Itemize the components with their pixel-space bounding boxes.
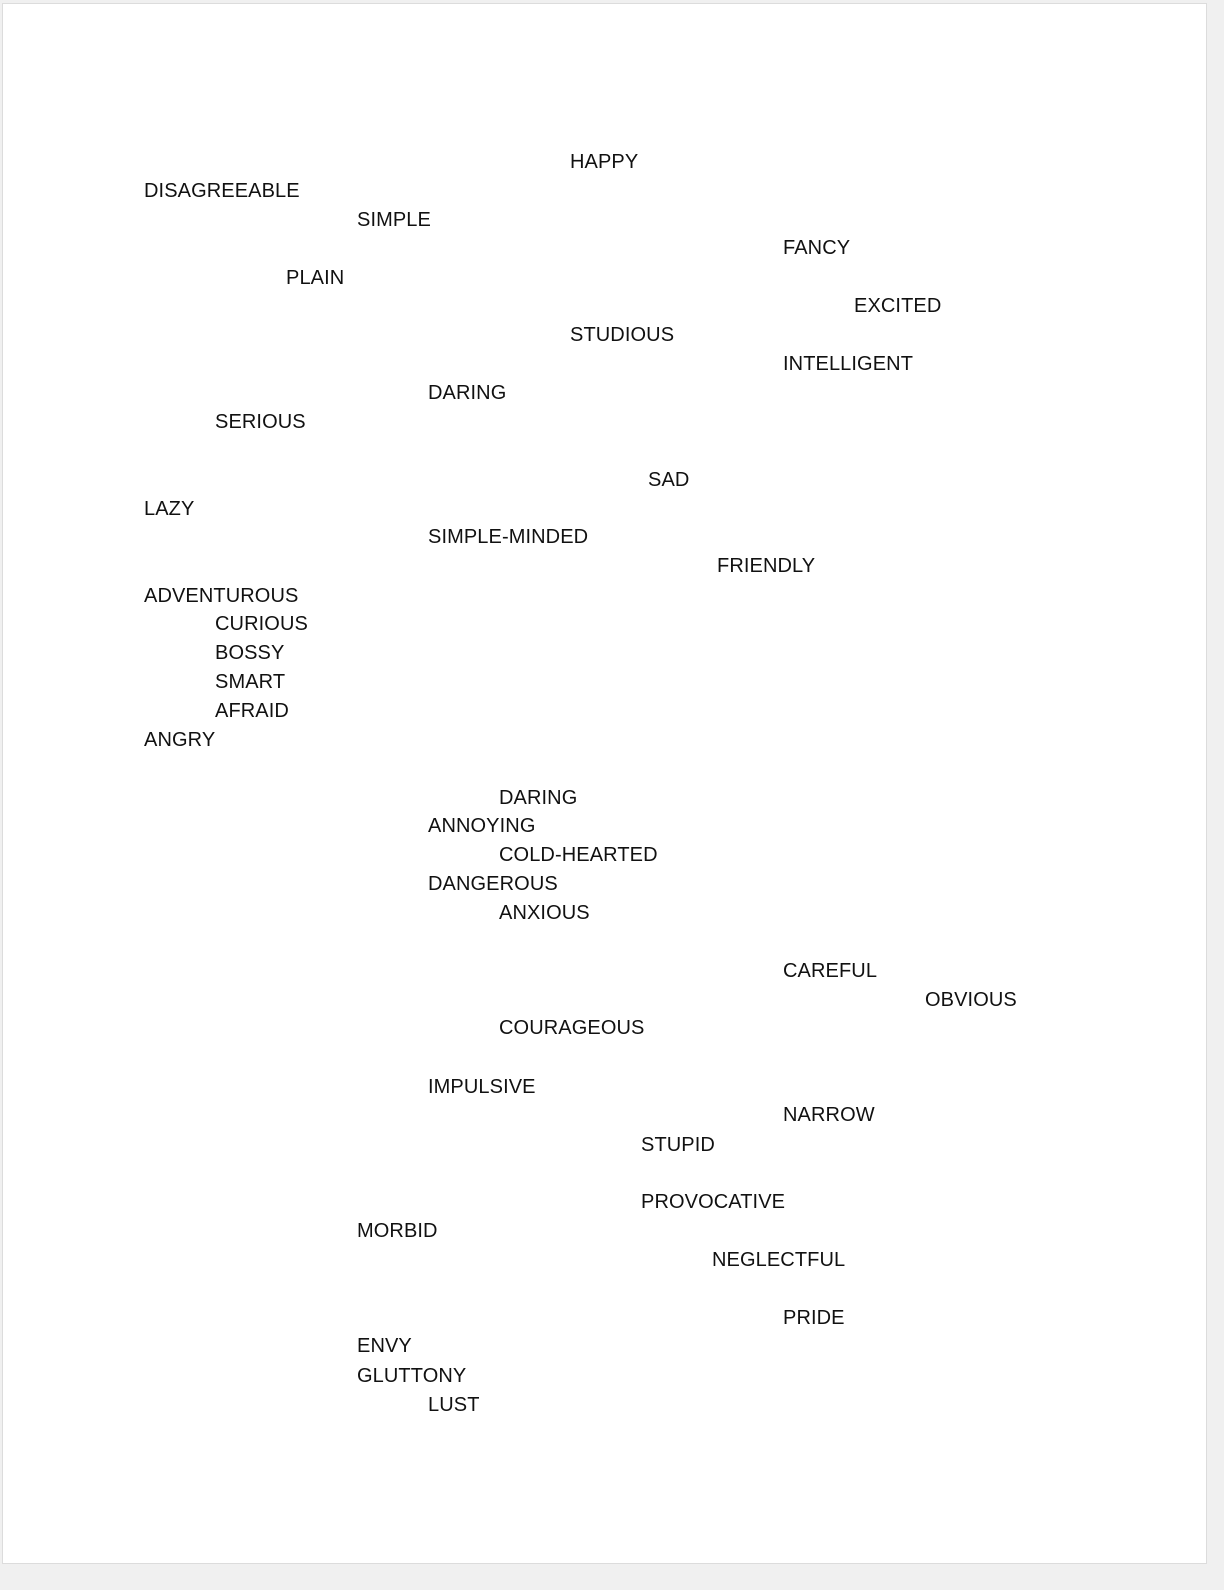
- word-serious: SERIOUS: [215, 411, 306, 433]
- word-careful: CAREFUL: [783, 960, 878, 982]
- word-angry: ANGRY: [144, 729, 216, 751]
- word-lust: LUST: [428, 1394, 480, 1416]
- word-curious: CURIOUS: [215, 613, 308, 635]
- word-fancy: FANCY: [783, 237, 851, 259]
- word-studious: STUDIOUS: [570, 324, 675, 346]
- word-stupid: STUPID: [641, 1134, 715, 1156]
- word-happy: HAPPY: [570, 151, 639, 173]
- word-sad: SAD: [648, 469, 690, 491]
- word-provocative: PROVOCATIVE: [641, 1191, 786, 1213]
- word-annoying: ANNOYING: [428, 815, 536, 837]
- word-cold-hearted: COLD-HEARTED: [499, 844, 658, 866]
- word-narrow: NARROW: [783, 1104, 875, 1126]
- word-adventurous: ADVENTUROUS: [144, 585, 299, 607]
- word-daring: DARING: [428, 382, 507, 404]
- word-pride: PRIDE: [783, 1307, 845, 1329]
- word-impulsive: IMPULSIVE: [428, 1076, 536, 1098]
- word-daring-2: DARING: [499, 787, 578, 809]
- word-friendly: FRIENDLY: [717, 555, 816, 577]
- word-afraid: AFRAID: [215, 700, 289, 722]
- word-simple: SIMPLE: [357, 209, 431, 231]
- word-plain: PLAIN: [286, 267, 345, 289]
- word-gluttony: GLUTTONY: [357, 1365, 467, 1387]
- word-disagreeable: DISAGREEABLE: [144, 180, 300, 202]
- word-intelligent: INTELLIGENT: [783, 353, 914, 375]
- word-bossy: BOSSY: [215, 642, 285, 664]
- document-page: [2, 3, 1207, 1564]
- word-morbid: MORBID: [357, 1220, 438, 1242]
- word-lazy: LAZY: [144, 498, 195, 520]
- word-smart: SMART: [215, 671, 286, 693]
- word-dangerous: DANGEROUS: [428, 873, 558, 895]
- word-excited: EXCITED: [854, 295, 942, 317]
- word-neglectful: NEGLECTFUL: [712, 1249, 846, 1271]
- word-anxious: ANXIOUS: [499, 902, 590, 924]
- word-obvious: OBVIOUS: [925, 989, 1017, 1011]
- word-courageous: COURAGEOUS: [499, 1017, 645, 1039]
- word-simple-minded: SIMPLE-MINDED: [428, 526, 589, 548]
- word-envy: ENVY: [357, 1335, 412, 1357]
